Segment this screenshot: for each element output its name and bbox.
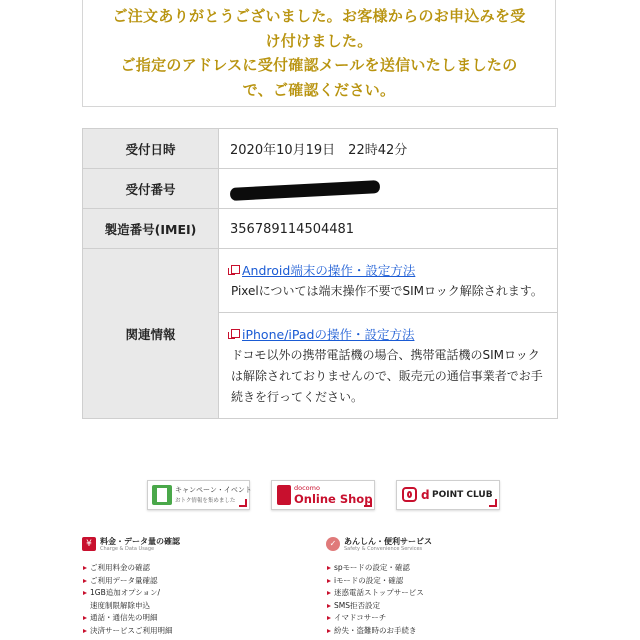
online-shop-banner[interactable] [271,480,375,510]
footer-charge-section [82,536,180,637]
footer-link-data-usage[interactable]: ご利用データ量確認 [82,575,173,588]
external-link-icon [231,329,240,338]
related-item-iphone [219,312,557,418]
table-row [83,249,558,419]
footer-link-payment-details[interactable]: 決済サービスご利用明細 [82,625,173,638]
related-item-android [219,249,557,312]
table-row [83,209,558,249]
footer-link-spmode[interactable]: spモードの設定・確認 [326,562,424,575]
footer-link-1gb-line1: 1GB追加オプション/ [90,588,161,597]
shop-brand: docomo [294,484,320,492]
shopping-bag-icon [277,485,291,505]
campaign-banner[interactable] [147,480,250,510]
table-row [83,169,558,209]
footer-safety-section [326,536,432,637]
footer-link-imadoko[interactable]: イマドコサーチ [326,612,424,625]
campaign-subtitle: おトク情報を集めました [175,498,236,504]
dpoint-title: POINT CLUB [432,490,493,500]
external-link-icon [231,265,240,274]
footer-charge-title: 料金・データ量の確認 [100,537,180,546]
imei-value: 356789114504481 [230,221,355,237]
iphone-note: ドコモ以外の携帯電話機の場合、携帯電話機のSIMロックは解除されておりませんので、販売元の通信事業者でお手続きを行ってください。 [231,348,543,404]
dpoint-letter: d [421,488,430,502]
corner-arrow-icon [364,499,372,507]
corner-arrow-icon [239,499,247,507]
table-row [83,129,558,169]
footer-safety-subtitle: Safety & Convenience Services [344,546,423,552]
order-complete-notice [82,0,556,107]
yen-icon: ¥ [82,537,96,551]
imei-label: 製造番号(IMEI) [83,209,219,249]
footer-safety-title: あんしん・便利サービス [344,537,432,546]
footer-link-sms-block[interactable]: SMS拒否設定 [326,600,424,613]
shop-title: Online Shop [294,492,373,506]
android-settings-link[interactable]: Android端末の操作・設定方法 [242,263,416,278]
notice-line-4: で、ご確認ください。 [242,81,396,99]
footer-link-charge[interactable]: ご利用料金の確認 [82,562,173,575]
notice-line-3: ご指定のアドレスに受付確認メールを送信いたしましたの [120,56,518,74]
android-note: Pixelについては端末操作不要でSIMロック解除されます。 [231,284,543,298]
notice-line-1: ご注文ありがとうございました。お客様からのお申込みを受 [112,7,526,25]
redacted-reception-number [230,180,380,201]
footer-link-1gb-option[interactable] [82,587,173,612]
footer-link-1gb-line2: 速度制限解除申込 [90,600,150,610]
reception-info-table [82,128,558,419]
footer-link-call-details[interactable]: 通話・通信先の明細 [82,612,173,625]
reception-datetime-value: 2020年10月19日 22時42分 [230,143,408,158]
reception-datetime-label: 受付日時 [83,129,219,169]
iphone-settings-link[interactable]: iPhone/iPadの操作・設定方法 [242,327,415,342]
notice-line-2: け付けました。 [265,32,373,50]
footer-link-spam-call[interactable]: 迷惑電話ストップサービス [326,587,424,600]
campaign-title: キャンペーン・イベント [175,486,252,494]
shield-icon: ✓ [326,537,340,551]
reception-number-label: 受付番号 [83,169,219,209]
footer-link-imode[interactable]: iモードの設定・確認 [326,575,424,588]
footer-link-lost-stolen[interactable]: 紛失・盗難時のお手続き [326,625,424,638]
dpoint-club-banner[interactable] [396,480,500,510]
gift-icon [152,485,172,505]
corner-arrow-icon [489,499,497,507]
dpoint-logo-icon [402,487,417,502]
footer-charge-subtitle: Charge & Data Usage [100,546,155,552]
related-info-label: 関連情報 [83,249,219,419]
